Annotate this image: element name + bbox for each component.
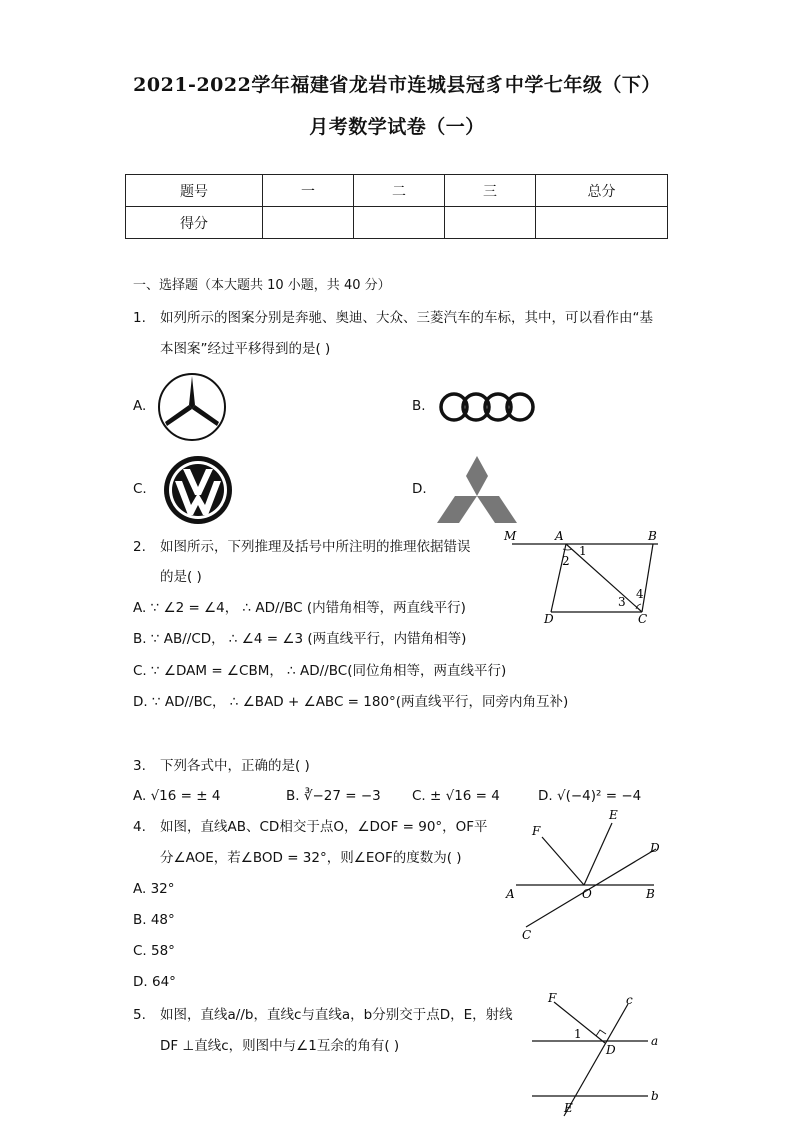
exam-title-line1: 2021-2022学年福建省龙岩市连城县冠豸中学七年级（下） (133, 74, 661, 96)
question-text: DF ⊥直线c，则图中与∠1互余的角有( ) (160, 1038, 400, 1054)
label-E: E (609, 808, 618, 822)
question-text: 如图所示，下列推理及括号中所注明的推理依据错误 (160, 539, 471, 555)
label-D: D (606, 1043, 616, 1057)
option-label-b[interactable]: B. (412, 398, 426, 414)
question-number: 2. (133, 539, 146, 555)
label-F: F (532, 824, 541, 838)
label-D: D (544, 612, 554, 626)
score-header-cell: 三 (445, 175, 536, 207)
question-number: 5. (133, 1007, 146, 1023)
label-E: E (564, 1101, 573, 1115)
exam-title-line2: 月考数学试卷（一） (309, 116, 485, 138)
q4-option-c[interactable]: C. 58° (133, 943, 175, 959)
volkswagen-logo-icon (163, 455, 233, 525)
score-header-cell: 二 (354, 175, 445, 207)
option-label-a[interactable]: A. (133, 398, 147, 414)
score-header-cell: 题号 (126, 175, 263, 207)
intersecting-lines-figure (500, 805, 670, 945)
question-number: 4. (133, 819, 146, 835)
question-text: 的是( ) (160, 569, 202, 585)
q2-option-a[interactable]: A. ∵ ∠2 = ∠4， ∴ AD//BC (内错角相等，两直线平行) (133, 600, 466, 616)
question-number: 1. (133, 310, 146, 326)
label-A: A (555, 529, 564, 543)
score-table-value-row (126, 207, 668, 239)
audi-rings-icon (438, 390, 538, 424)
label-B: B (646, 887, 655, 901)
q4-option-d[interactable]: D. 64° (133, 974, 176, 990)
angle-1-label: 1 (574, 1027, 582, 1041)
parallelogram-figure (500, 525, 670, 630)
question-text: 如图，直线AB、CD相交于点O，∠DOF = 90°，OF平 (160, 819, 488, 835)
score-cell[interactable] (263, 207, 354, 239)
parallel-lines-figure (520, 988, 670, 1118)
label-a: a (651, 1034, 659, 1048)
score-header-cell: 一 (263, 175, 354, 207)
question-text: 如图，直线a//b，直线c与直线a，b分别交于点D，E，射线 (160, 1007, 513, 1023)
q2-option-d[interactable]: D. ∵ AD//BC， ∴ ∠BAD + ∠ABC = 180°(两直线平行，同旁内角互补) (133, 694, 569, 710)
mitsubishi-logo-icon (436, 455, 518, 525)
label-B: B (648, 529, 657, 543)
angle-1-label: 1 (579, 544, 587, 558)
label-c: c (626, 993, 633, 1007)
section-heading: 一、选择题（本大题共 10 小题，共 40 分） (133, 278, 391, 293)
q4-option-a[interactable]: A. 32° (133, 881, 175, 897)
mercedes-logo-icon (157, 372, 227, 442)
score-cell[interactable] (354, 207, 445, 239)
score-cell[interactable] (445, 207, 536, 239)
label-b: b (651, 1089, 659, 1103)
question-text: 分∠AOE，若∠BOD = 32°，则∠EOF的度数为( ) (160, 850, 462, 866)
q2-option-b[interactable]: B. ∵ AB//CD， ∴ ∠4 = ∠3 (两直线平行，内错角相等) (133, 631, 467, 647)
q4-option-b[interactable]: B. 48° (133, 912, 175, 928)
label-M: M (504, 529, 517, 543)
q2-option-c[interactable]: C. ∵ ∠DAM = ∠CBM， ∴ AD//BC(同位角相等，两直线平行) (133, 663, 507, 679)
label-F: F (548, 991, 557, 1005)
label-C: C (522, 928, 532, 942)
angle-2-label: 2 (562, 554, 570, 568)
score-table-header-row (126, 175, 668, 207)
label-O: O (582, 887, 592, 901)
score-cell[interactable] (536, 207, 668, 239)
angle-3-label: 3 (618, 595, 626, 609)
q3-option-d[interactable]: D. √(−4)² = −4 (538, 788, 642, 804)
score-table (125, 174, 668, 239)
score-header-cell: 总分 (536, 175, 668, 207)
option-label-c[interactable]: C. (133, 481, 147, 497)
question-number: 3. (133, 758, 146, 774)
score-row-label: 得分 (126, 207, 263, 239)
label-A: A (506, 887, 515, 901)
angle-4-label: 4 (636, 587, 644, 601)
option-label-d[interactable]: D. (412, 481, 427, 497)
label-D: D (650, 841, 660, 855)
q3-option-c[interactable]: C. ± √16 = 4 (412, 788, 500, 804)
question-text: 下列各式中，正确的是( ) (160, 758, 310, 774)
q3-option-b[interactable]: B. ∛−27 = −3 (286, 788, 381, 804)
label-C: C (638, 612, 648, 626)
q3-option-a[interactable]: A. √16 = ± 4 (133, 788, 221, 804)
question-text: 如列所示的图案分别是奔驰、奥迪、大众、三菱汽车的车标，其中，可以看作由“基 (160, 310, 653, 326)
question-text: 本图案”经过平移得到的是( ) (160, 341, 331, 357)
